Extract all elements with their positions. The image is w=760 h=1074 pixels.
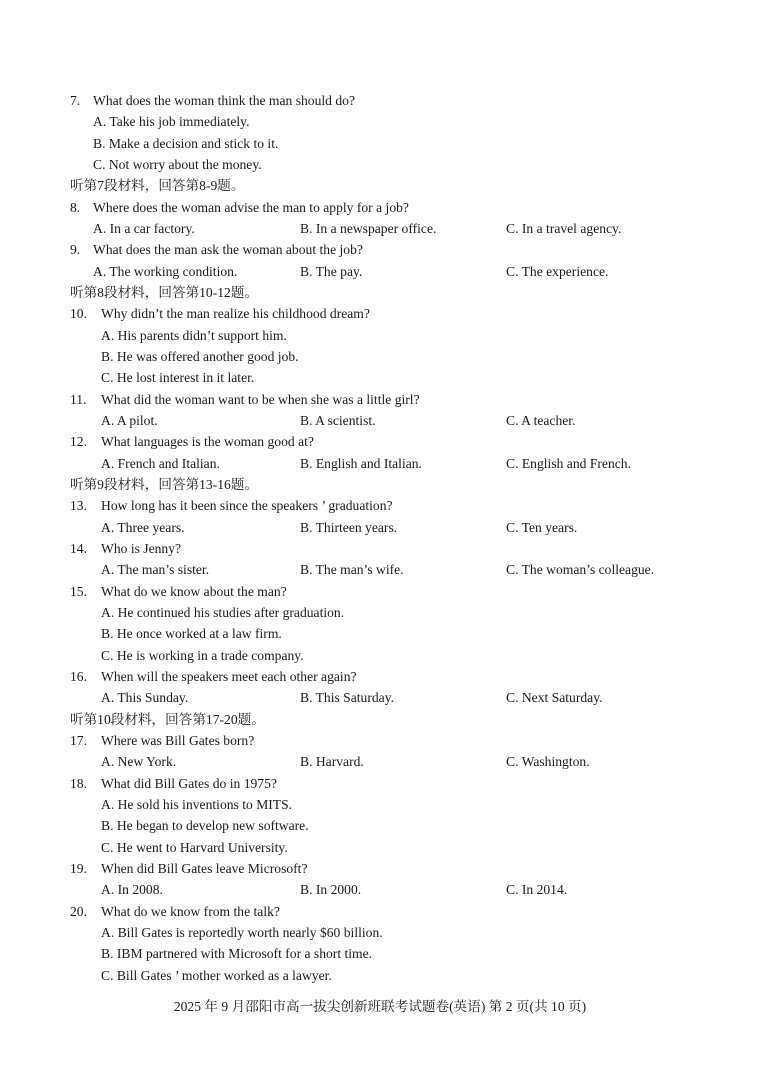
question-text: How long has it been since the speakers ’ graduation? [101,498,393,514]
question-number: 14. [70,540,87,556]
question-16 [0,666,760,687]
question-10 [0,303,760,324]
question-text: What does the man ask the woman about the job? [93,242,363,258]
option-b: B. The man’s wife. [300,562,404,578]
option-row [0,410,760,431]
question-text: What do we know from the talk? [101,903,280,919]
question-15 [0,581,760,602]
question-number: 10. [70,306,87,322]
question-17 [0,730,760,751]
question-number: 20. [70,903,87,919]
question-text: What do we know about the man? [101,583,287,599]
question-number: 8. [70,199,81,215]
option-c: C. A teacher. [506,412,576,428]
option-b: B. He began to develop new software. [101,818,309,834]
question-7 [0,90,760,111]
option-a: A. This Sunday. [101,690,189,706]
option-b: B. This Saturday. [300,690,395,706]
option-c: C. He is working in a trade company. [101,647,304,663]
option-b: B. Make a decision and stick to it. [93,135,279,151]
option-row [0,559,760,580]
option-a: A. He sold his inventions to MITS. [101,796,293,812]
question-number: 19. [70,860,87,876]
option-row [0,261,760,282]
option-a: A. French and Italian. [101,455,220,471]
section-heading: 听第7段材料，回答第8-9题。 [70,178,245,194]
option-b: B. IBM partnered with Microsoft for a short time. [101,946,373,962]
question-text: What does the woman think the man should do? [93,93,356,108]
question-12 [0,431,760,452]
question-text: What did the woman want to be when she was a little girl? [101,391,420,407]
option-b: B. Harvard. [300,754,364,770]
option-c: C. The woman’s colleague. [506,562,655,578]
question-number: 11. [70,391,87,407]
question-9 [0,239,760,260]
option-c: C. In 2014. [506,882,568,898]
option-c: C. Bill Gates ’ mother worked as a lawyer. [101,967,332,983]
option-c: C. In a travel agency. [506,220,622,236]
question-text: Where does the woman advise the man to apply for a job? [93,199,409,215]
question-number: 13. [70,498,87,514]
option-c: C. English and French. [506,455,631,471]
question-text: Where was Bill Gates born? [101,732,255,748]
option-row [0,453,760,474]
option-c: C. Next Saturday. [506,690,603,706]
option-c: C. He lost interest in it later. [101,370,255,386]
option-b: B. He once worked at a law firm. [101,626,282,642]
option-c: C. He went to Harvard University. [101,839,288,855]
option-row [0,751,760,772]
option-b: B. English and Italian. [300,455,422,471]
question-number: 15. [70,583,87,599]
option-a: A. His parents didn’t support him. [101,327,287,343]
option-a: A. Take his job immediately. [93,114,250,130]
question-20 [0,901,760,922]
option-c: C. The experience. [506,263,609,279]
question-13 [0,495,760,516]
question-text: When did Bill Gates leave Microsoft? [101,860,308,876]
question-11 [0,389,760,410]
option-a: A. Bill Gates is reportedly worth nearly $60 billion. [101,924,383,940]
section-heading: 听第9段材料，回答第13-16题。 [70,476,259,492]
question-number: 17. [70,732,87,748]
option-b: B. In 2000. [300,882,362,898]
question-number: 18. [70,775,87,791]
option-b: B. A scientist. [300,412,376,428]
option-a: A. A pilot. [101,412,158,428]
option-row [0,687,760,708]
question-text: Who is Jenny? [101,540,182,556]
page-footer: 2025 年 9 月邵阳市高一拔尖创新班联考试题卷(英语) 第 2 页(共 10 页) [173,999,587,1014]
option-b: B. In a newspaper office. [300,220,437,236]
option-a: A. In 2008. [101,882,163,898]
option-a: A. He continued his studies after graduation. [101,604,345,620]
option-b: B. Thirteen years. [300,519,398,535]
section-heading: 听第8段材料，回答第10-12题。 [70,284,259,300]
option-a: A. The working condition. [93,263,238,279]
option-c: C. Washington. [506,754,590,770]
option-a: A. The man’s sister. [101,562,210,578]
option-c: C. Not worry about the money. [93,156,262,172]
option-row [0,517,760,538]
option-a: A. New York. [101,754,177,770]
option-a: A. In a car factory. [93,220,195,236]
question-18 [0,773,760,794]
question-8 [0,197,760,218]
question-number: 7. [70,93,81,108]
question-number: 16. [70,668,87,684]
question-text: When will the speakers meet each other again? [101,668,357,684]
question-19 [0,858,760,879]
question-14 [0,538,760,559]
option-row [0,879,760,900]
question-text: Why didn’t the man realize his childhood dream? [101,306,370,322]
question-text: What did Bill Gates do in 1975? [101,775,277,791]
option-c: C. Ten years. [506,519,578,535]
option-a: A. Three years. [101,519,185,535]
question-text: What languages is the woman good at? [101,434,314,450]
section-heading: 听第10段材料，回答第17-20题。 [70,711,265,727]
question-number: 12. [70,434,87,450]
option-row [0,218,760,239]
option-b: B. The pay. [300,263,363,279]
question-number: 9. [70,242,81,258]
option-b: B. He was offered another good job. [101,348,299,364]
